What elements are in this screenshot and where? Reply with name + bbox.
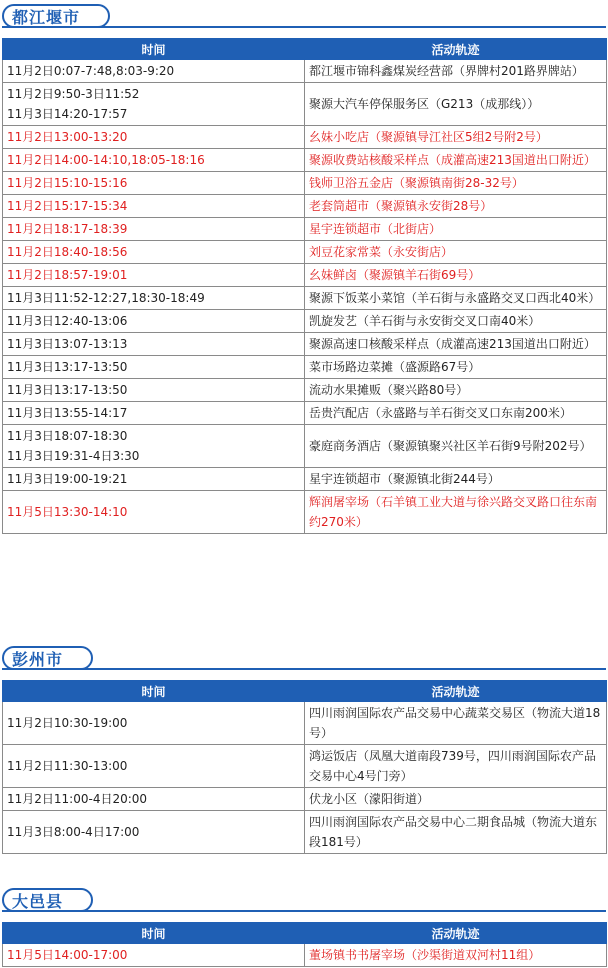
time-cell: 11月2日10:30-19:00: [3, 702, 305, 745]
place-cell: 老套筒超市（聚源镇永安街28号）: [305, 195, 607, 218]
place-cell: 伏龙小区（濛阳街道）: [305, 788, 607, 811]
table-row: [3, 218, 607, 241]
time-cell: 11月2日18:17-18:39: [3, 218, 305, 241]
table-row: [3, 468, 607, 491]
table-row: [3, 241, 607, 264]
header-rule: [2, 910, 606, 912]
section-pengzhou: [2, 644, 606, 854]
time-cell: 11月2日11:00-4日20:00: [3, 788, 305, 811]
time-cell: 11月2日15:17-15:34: [3, 195, 305, 218]
place-cell: 流动水果摊贩（聚兴路80号）: [305, 379, 607, 402]
table-row: [3, 491, 607, 534]
section-dujiangyan: [2, 2, 606, 534]
place-cell: 岳贵汽配店（永盛路与羊石街交叉口东南200米）: [305, 402, 607, 425]
place-cell: 星宇连锁超市（北街店）: [305, 218, 607, 241]
time-cell: 11月3日12:40-13:06: [3, 310, 305, 333]
trace-table: [2, 922, 607, 967]
time-cell: 11月3日11:52-12:27,18:30-18:49: [3, 287, 305, 310]
trace-table: [2, 680, 607, 854]
place-cell: 凯旋发艺（羊石街与永安街交叉口南40米）: [305, 310, 607, 333]
section-header: [2, 644, 606, 672]
place-cell: 四川雨润国际农产品交易中心二期食品城（物流大道东段181号）: [305, 811, 607, 854]
place-cell: 鸿运饭店（凤凰大道南段739号，四川雨润国际农产品交易中心4号门旁）: [305, 745, 607, 788]
place-cell: 辉润屠宰场（石羊镇工业大道与徐兴路交叉路口往东南约270米）: [305, 491, 607, 534]
column-header-trace: 活动轨迹: [305, 681, 607, 702]
time-cell: 11月3日8:00-4日17:00: [3, 811, 305, 854]
table-row: [3, 126, 607, 149]
place-cell: 董场镇书书屠宰场（沙渠街道双河村11组）: [305, 944, 607, 967]
time-cell: 11月3日18:07-18:30 11月3日19:31-4日3:30: [3, 425, 305, 468]
table-row: [3, 379, 607, 402]
place-cell: 都江堰市锦科鑫煤炭经营部（界牌村201路界牌站）: [305, 60, 607, 83]
time-cell: 11月5日14:00-17:00: [3, 944, 305, 967]
header-rule: [2, 668, 606, 670]
place-cell: 钱师卫浴五金店（聚源镇南街28-32号）: [305, 172, 607, 195]
table-row: [3, 788, 607, 811]
time-cell: 11月2日14:00-14:10,18:05-18:16: [3, 149, 305, 172]
table-row: [3, 83, 607, 126]
table-row: [3, 195, 607, 218]
table-row: [3, 402, 607, 425]
time-cell: 11月2日15:10-15:16: [3, 172, 305, 195]
time-cell: 11月2日13:00-13:20: [3, 126, 305, 149]
place-cell: 刘豆花家常菜（永安街店）: [305, 241, 607, 264]
table-row: [3, 287, 607, 310]
time-cell: 11月3日19:00-19:21: [3, 468, 305, 491]
time-cell: 11月2日18:40-18:56: [3, 241, 305, 264]
table-row: [3, 333, 607, 356]
place-cell: 聚源收费站核酸采样点（成灌高速213国道出口附近）: [305, 149, 607, 172]
table-row: [3, 264, 607, 287]
section-header: [2, 2, 606, 30]
table-row: [3, 702, 607, 745]
table-row: [3, 425, 607, 468]
trace-table: [2, 38, 607, 534]
place-cell: 豪庭商务酒店（聚源镇聚兴社区羊石街9号附202号）: [305, 425, 607, 468]
section-title: 大邑县: [2, 888, 93, 912]
time-cell: 11月2日11:30-13:00: [3, 745, 305, 788]
table-row: [3, 356, 607, 379]
place-cell: 幺妹小吃店（聚源镇导江社区5组2号附2号）: [305, 126, 607, 149]
place-cell: 四川雨润国际农产品交易中心蔬菜交易区（物流大道18号）: [305, 702, 607, 745]
table-row: [3, 811, 607, 854]
place-cell: 聚源高速口核酸采样点（成灌高速213国道出口附近）: [305, 333, 607, 356]
place-cell: 聚源下饭菜小菜馆（羊石街与永盛路交叉口西北40米）: [305, 287, 607, 310]
column-header-trace: 活动轨迹: [305, 923, 607, 944]
table-row: [3, 60, 607, 83]
table-row: [3, 310, 607, 333]
time-cell: 11月3日13:55-14:17: [3, 402, 305, 425]
time-cell: 11月2日9:50-3日11:52 11月3日14:20-17:57: [3, 83, 305, 126]
table-row: [3, 172, 607, 195]
section-header: [2, 886, 606, 914]
table-row: [3, 944, 607, 967]
time-cell: 11月5日13:30-14:10: [3, 491, 305, 534]
time-cell: 11月3日13:17-13:50: [3, 356, 305, 379]
place-cell: 幺妹鲜卤（聚源镇羊石街69号）: [305, 264, 607, 287]
place-cell: 聚源大汽车停保服务区（G213（成那线））: [305, 83, 607, 126]
time-cell: 11月3日13:17-13:50: [3, 379, 305, 402]
section-dayi: [2, 886, 606, 967]
section-title: 彭州市: [2, 646, 93, 670]
column-header-trace: 活动轨迹: [305, 39, 607, 60]
column-header-time: 时间: [3, 681, 305, 702]
time-cell: 11月2日0:07-7:48,8:03-9:20: [3, 60, 305, 83]
table-row: [3, 149, 607, 172]
column-header-time: 时间: [3, 39, 305, 60]
section-title: 都江堰市: [2, 4, 110, 28]
place-cell: 菜市场路边菜摊（盛源路67号）: [305, 356, 607, 379]
place-cell: 星宇连锁超市（聚源镇北街244号）: [305, 468, 607, 491]
table-row: [3, 745, 607, 788]
time-cell: 11月2日18:57-19:01: [3, 264, 305, 287]
column-header-time: 时间: [3, 923, 305, 944]
time-cell: 11月3日13:07-13:13: [3, 333, 305, 356]
